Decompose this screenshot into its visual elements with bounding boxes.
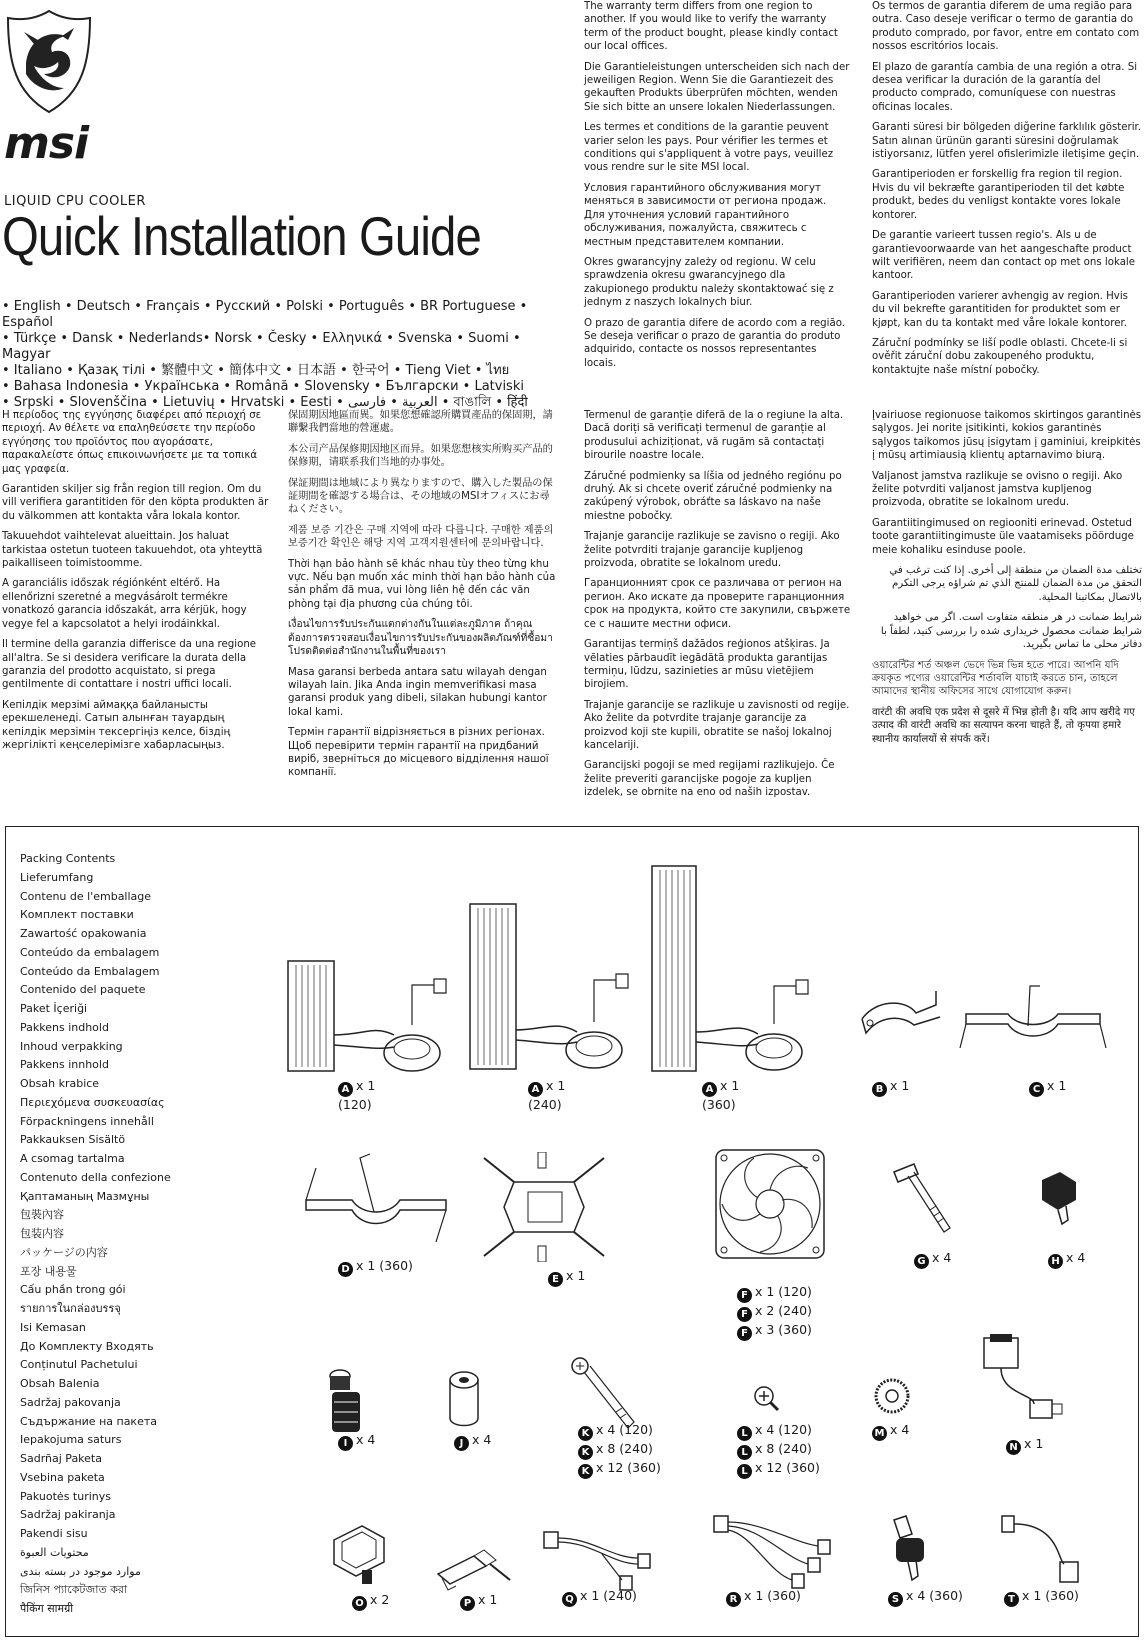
packing-title-line: Pakkens innhold (20, 1058, 109, 1072)
letter-badge: T (1004, 1592, 1019, 1607)
item-a-240 (528, 1078, 565, 1113)
quantity-text: x 1 (360) (744, 1588, 801, 1603)
warranty-paragraph: Garanti süresi bir bölgeden diğerine farklılık gösterir. Satın alınan ürünün garanti süresini doğrulamak istiyorsanız, lütfen yerel ofislerimizle iletişime geçin. (872, 122, 1142, 161)
packing-title-line: Қаптаманың Мазмұны (20, 1189, 150, 1203)
packing-title-line: Isi Kemasan (20, 1320, 86, 1334)
warranty-paragraph: Trajanje garancije se razlikuje u zavisnosti od regije. Ako želite da potvrdite trajanje garancije za proizvod koji ste kupili, obratite se našoj lokalnoj kancelariji. (584, 699, 850, 751)
quantity-text: x 1 (1047, 1078, 1067, 1093)
letter-badge: K (578, 1445, 593, 1460)
warranty-paragraph: 本公司产品保修期因地区而异。如果您想核实所购买产品的保修期，请联系我们当地的办事处。 (288, 443, 553, 469)
item-h (1048, 1250, 1085, 1269)
warranty-paragraph: Термін гарантії відрізняється в різних регіонах. Щоб перевірити термін гарантії на придбаний виріб, зверніться до місцевого відділення нашої компанії. (288, 727, 549, 779)
language-list (2, 299, 562, 411)
quantity-text: x 4 (472, 1432, 492, 1447)
packing-title-line: 포장 내용물 (20, 1264, 77, 1278)
packing-title-line: Pakkens indhold (20, 1020, 109, 1034)
letter-badge: C (1029, 1082, 1044, 1097)
letter-badge: R (726, 1592, 741, 1607)
letter-badge: L (737, 1464, 752, 1479)
warranty-paragraph: ওয়ারেন্টির শর্ত অঞ্চল ভেদে ভিন্ন ভিন্ন হতে পারে। আপনি যদি ক্রয়কৃত পণ্যের ওয়ারেন্টির শর্তাবলি যাচাই করতে চান, তাহলে আমাদের স্থানীয় অফিসের সাথে যোগাযোগ করুন। (872, 659, 1119, 698)
quantity-text: x 1 (720, 1078, 740, 1093)
splitter-n-illustration (974, 1334, 1084, 1424)
bracket-c-illustration (958, 978, 1108, 1058)
warranty-paragraph: Les termes et conditions de la garantie peuvent varier selon les pays. Pour vérifier les termes et conditions qui s'appliquent à votre pays, veuillez vous rendre sur le site MSI local. (584, 122, 834, 174)
warranty-mid-col-2 (288, 409, 558, 787)
letter-badge: S (888, 1592, 903, 1607)
item-s (888, 1588, 963, 1607)
letter-badge: F (737, 1288, 752, 1303)
warranty-paragraph: Условия гарантийного обслуживания могут меняться в зависимости от региона продаж. Для уточнения условий гарантийного обслуживания, пожалуйста, свяжитесь с местным представителем компании. (584, 182, 827, 248)
item-d (338, 1258, 413, 1277)
bracket-b-illustration (856, 985, 966, 1055)
warranty-paragraph: 제품 보증 기간은 구매 지역에 따라 다릅니다. 구매한 제품의 보증기간 확인은 해당 지역 고객지원센터에 문의바랍니다. (288, 524, 554, 550)
quantity-text: x 4 (120) (596, 1422, 653, 1437)
packing-title-line: 包裝內容 (20, 1208, 64, 1222)
quantity-text: x 2 (240) (755, 1303, 812, 1318)
quantity-text: x 12 (360) (596, 1460, 661, 1475)
packing-title-line: Iepakojuma saturs (20, 1433, 122, 1447)
warranty-paragraph: Trajanje garancije razlikuje se zavisno o regiji. Ako želite potvrditi trajanje garancije kupljenog proizvoda, obratite se lokalnom uredu. (584, 531, 840, 570)
packing-title-line: Obsah Balenia (20, 1377, 100, 1390)
screw-l-illustration (752, 1384, 782, 1414)
packing-title-line: Lieferumfang (20, 870, 94, 884)
letter-badge: L (737, 1445, 752, 1460)
packing-title-line: Cấu phần trong gói (20, 1283, 126, 1297)
item-f (737, 1284, 812, 1341)
fan-cable-q-illustration (542, 1528, 662, 1592)
size-note: (120) (338, 1097, 372, 1112)
screw-g-illustration (890, 1162, 960, 1242)
packing-title-line: Conținutul Pachetului (20, 1358, 138, 1372)
quantity-text: x 8 (240) (755, 1441, 812, 1456)
adapter-o-illustration (326, 1522, 396, 1586)
language-line: • Bahasa Indonesia • Українська • Română • Slovensky • Български • Latviski (2, 379, 524, 394)
letter-badge: F (737, 1326, 752, 1341)
warranty-paragraph: Okres gwarancyjny zależy od regionu. W celu sprawdzenia okresu gwarancyjnego dla zakupionego produktu należy skontaktować się z jednym z naszych lokalnych biur. (584, 256, 834, 309)
warranty-paragraph: Os termos de garantia diferem de uma região para outra. Caso deseje verificar o termo de garantia do produto comprado, por favor, entre em contato com nossos escritórios locais. (872, 1, 1140, 53)
packing-title-line: パッケージの内容 (20, 1245, 108, 1259)
warranty-paragraph: Masa garansi berbeda antara satu wilayah dengan wilayah lain. Jika Anda ingin memverifikasi masa garansi produk yang dibeli, silakan hubungi kantor lokal kami. (288, 666, 547, 718)
quantity-text: x 4 (932, 1250, 952, 1265)
packing-contents-titles (20, 850, 171, 1619)
letter-badge: H (1048, 1254, 1063, 1269)
washer-m-illustration (872, 1376, 912, 1416)
warranty-paragraph: Гаранционният срок се различава от регион на регион. Ако искате да проверите гаранционния срок на продукта, който сте закупили, свържете се с нашите местни офиси. (584, 578, 851, 630)
letter-badge: Q (562, 1592, 577, 1607)
letter-badge: E (548, 1272, 563, 1287)
packing-title-line: Комплект поставки (20, 908, 134, 922)
packing-title-line: Περιεχόμενα συσκευασίας (20, 1095, 165, 1109)
brand-wordmark: msi (4, 118, 89, 169)
letter-badge: O (352, 1596, 367, 1611)
warranty-paragraph: شرایط ضمانت در هر منطقه متفاوت است. اگر می خواهید شرایط ضمانت محصول خریداری شده را بررسی کنید، لطفاً با دفاتر محلی ما تماس بگیرید. (880, 612, 1142, 651)
packing-title-line: 包装内容 (20, 1227, 64, 1240)
warranty-mid-col-4 (872, 409, 1142, 753)
standoff-h-illustration (1036, 1170, 1086, 1226)
warranty-paragraph: Garancijski pogoji se med regijami razlikujejo. Če želite preveriti garancijske pogoje za kupljen izdelek, se obrnite na eno od naših izpostav. (584, 760, 835, 799)
letter-badge: L (737, 1426, 752, 1441)
packing-title-line: Contenu de l'emballage (20, 889, 152, 903)
warranty-paragraph: Záruční podmínky se liší podle oblasti. Chcete-li si ověřit záruční dobu zakoupeného produktu, kontaktujte naše místní pobočky. (872, 337, 1128, 376)
quantity-text: x 1 (890, 1078, 910, 1093)
warranty-paragraph: Garantiden skiljer sig från region till region. Om du vill verifiera garantitiden för den köpta produkten är du välkommen att kontakta våra lokala kontor. (2, 484, 269, 522)
fan-cable-r-illustration (712, 1512, 840, 1592)
item-o (352, 1592, 389, 1611)
packing-title-line: Sadrñaj Paketa (20, 1452, 102, 1465)
quantity-text: x 1 (1024, 1436, 1044, 1451)
warranty-paragraph: เงื่อนไขการรับประกันแตกต่างกันในแต่ละภูมิภาค ถ้าคุณต้องการตรวจสอบเงื่อนไขการรับประกันของผลิตภัณฑ์ที่ซื้อมา โปรดติดต่อสำนักงานในพื้นที่ของเรา (288, 619, 553, 658)
packing-title-line: A csomag tartalma (20, 1152, 125, 1165)
packing-title-line: موارد موجود در بسته بندی (20, 1564, 141, 1578)
letter-badge: K (578, 1464, 593, 1479)
packing-title-line: Съдържание на пакета (20, 1414, 157, 1428)
warranty-paragraph: Кепілдік мерзімі аймаққа байланысты ерекшеленеді. Сатып алынған тауардың кепілдік мерзімін тексергіңіз келсе, біздің жергілікті кеңселерімізге хабарласыңыз. (2, 699, 231, 751)
packing-title-line: Paket İçeriği (20, 1002, 88, 1015)
language-line: • Türkçe • Dansk • Nederlands• Norsk • Česky • Ελληνικά • Svenska • Suomi • Magyar (2, 331, 521, 362)
warranty-paragraph: O prazo de garantia difere de acordo com a região. Se deseja verificar o prazo de garantia do produto adquirido, contacte os nossos representantes locais. (584, 317, 846, 369)
radiator-240-illustration (462, 900, 642, 1080)
quantity-text: x 4 (360) (906, 1588, 963, 1603)
quantity-text: x 1 (360) (1022, 1588, 1079, 1603)
letter-badge: M (872, 1426, 887, 1441)
item-p (460, 1592, 497, 1611)
quantity-text: x 8 (240) (596, 1441, 653, 1456)
packing-title-line: Contenuto della confezione (20, 1170, 171, 1184)
quantity-text: x 1 (566, 1268, 586, 1283)
letter-badge: B (872, 1082, 887, 1097)
backplate-e-illustration (474, 1152, 614, 1262)
warranty-paragraph: Valjanost jamstva razlikuje se ovisno o regiji. Ako želite potvrditi valjanost jamstva kupljenog proizvoda, obratite se lokalnom uredu. (872, 470, 1123, 509)
nut-j-illustration (442, 1370, 488, 1432)
quantity-text: x 1 (546, 1078, 566, 1093)
warranty-paragraph: Takuuehdot vaihtelevat alueittain. Jos haluat tarkistaa ostetun tuoteen takuuehdot, ota yhteyttä paikalliseen toimistoomme. (2, 531, 263, 570)
packing-title-line: Zawartość opakowania (20, 927, 147, 940)
packing-title-line: Contenido del paquete (20, 983, 146, 997)
warranty-top-col-1 (584, 0, 850, 377)
item-t (1004, 1588, 1079, 1607)
item-b (872, 1078, 909, 1097)
quantity-text: x 3 (360) (755, 1322, 812, 1337)
item-g (914, 1250, 951, 1269)
warranty-paragraph: A garanciális időszak régiónként eltérő. Ha ellenőrizni szeretné a megvásárolt termékre vonatkozó garancia időszakát, arra kérjük, hogy vegye fel a kapcsolatot a helyi irodáinkkal. (2, 578, 247, 630)
warranty-paragraph: Die Garantieleistungen unterscheiden sich nach der jeweiligen Region. Wenn Sie die Garantiezeit des gekauften Produkts überprüfen möchten, wenden Sie sich bitte an unsere lokalen Niederlassungen. (584, 61, 850, 113)
fan-f-illustration (714, 1148, 826, 1260)
warranty-paragraph: تختلف مدة الضمان من منطقة إلى أخرى. إذا كنت ترغب في التحقق من مدة الضمان للمنتج الذي تم شراؤه يرجى التكرم بالاتصال بمكاتبنا المحلية. (889, 565, 1142, 603)
warranty-paragraph: Thời hạn bảo hành sẽ khác nhau tùy theo từng khu vực. Nếu bạn muốn xác minh thời hạn bảo hành của sản phẩm đã mua, vui lòng liên hệ đến các văn phòng tại địa phương của chúng tôi. (288, 558, 556, 610)
warranty-paragraph: Garantiitingimused on regiooniti erinevad. Ostetud toote garantiitingimuste üle vaatamiseks pöörduge meie kohaliku esinduse poole. (872, 517, 1134, 556)
packing-title-line: Sadržaj pakovanja (20, 1395, 121, 1409)
packing-title-line: Obsah krabice (20, 1077, 100, 1090)
bracket-d-illustration (296, 1150, 456, 1250)
language-line: • Italiano • Қазақ тілі • 繁體中文 • 簡体中文 • 日本語 • 한국어 • Tieng Viet • ไทย (2, 363, 510, 378)
page-title: Quick Installation Guide (2, 205, 481, 267)
letter-badge: P (460, 1596, 475, 1611)
packing-title-line: Pakendi sisu (20, 1527, 88, 1540)
packing-title-line: Packing Contents (20, 852, 116, 865)
quantity-text: x 1 (356, 1078, 376, 1093)
warranty-paragraph: Garantijas termiņš dažādos reģionos atšķiras. Ja vēlaties pārbaudīt iegādātā produkta garantijas termiņu, lūdzu, sazinieties ar mūsu vietējiem birojiem. (584, 639, 830, 691)
size-note: (360) (702, 1097, 736, 1112)
quantity-text: x 2 (370, 1592, 390, 1607)
size-note: (240) (528, 1097, 562, 1112)
quantity-text: x 1 (478, 1592, 498, 1607)
letter-badge: N (1006, 1440, 1021, 1455)
quantity-text: x 1 (240) (580, 1588, 637, 1603)
thermal-paste-p-illustration (434, 1546, 514, 1596)
letter-badge: D (338, 1262, 353, 1277)
quantity-text: x 1 (120) (755, 1284, 812, 1299)
packing-title-line: Conteúdo da embalagem (20, 945, 160, 959)
packing-title-line: জিনিস প্যাকেটজাত করা (20, 1583, 128, 1597)
warranty-paragraph: Il termine della garanzia differisce da una regione all'altra. Se si desidera verificare la durata della garanzia del prodotto acquistato, si prega gentilmente di contattare i nostri uffici locali. (2, 639, 257, 691)
item-n (1006, 1436, 1043, 1455)
warranty-paragraph: The warranty term differs from one region to another. If you would like to verify the warranty term of the product bought, please kindly contact our local offices. (584, 1, 838, 53)
warranty-mid-col-3 (584, 409, 852, 807)
standoff-s-illustration (888, 1514, 932, 1584)
radiator-120-illustration (284, 955, 464, 1080)
packing-title-line: Conteúdo da Embalagem (20, 964, 160, 978)
item-i (338, 1432, 375, 1451)
packing-title-line: Förpackningens innehåll (20, 1114, 154, 1128)
item-j (454, 1432, 491, 1451)
item-e (548, 1268, 585, 1287)
letter-badge: I (338, 1436, 353, 1451)
product-type: LIQUID CPU COOLER (4, 194, 146, 209)
dragon-shield-logo (4, 8, 94, 116)
cable-t-illustration (998, 1512, 1088, 1588)
warranty-paragraph: Garantiperioden er forskellig fra region til region. Hvis du vil bekræfte garantiperioden til det købte produkt, bedes du venligst kontakte vores lokale kontorer. (872, 169, 1125, 221)
warranty-paragraph: El plazo de garantía cambia de una región a otra. Si desea verificar la duración de la garantía del producto comprado, comuníquese con nuestras oficinas locales. (872, 61, 1138, 113)
warranty-paragraph: Įvairiuose regionuose taikomos skirtingos garantinės sąlygos. Jei norite įsitikinti, kokios garantinės sąlygos taikomos jūsų įsigytam į gaminiui, kreipkitės į mūsų artimiausią klientų aptarnavimo biurą. (872, 410, 1142, 462)
language-line: • English • Deutsch • Français • Русский • Polski • Português • BR Portuguese • Español (2, 299, 528, 330)
item-a-120 (338, 1078, 375, 1113)
item-l (737, 1422, 820, 1479)
packing-title-line: รายการในกล่องบรรจุ (20, 1302, 121, 1315)
warranty-mid-col-1 (2, 409, 270, 759)
letter-badge: F (737, 1307, 752, 1322)
warranty-paragraph: Záručné podmienky sa líšia od jedného regiónu po druhý. Ak si chcete overiť záručné podmienky na zakúpený výrobok, obráťte sa láskavo na naše miestne pobočky. (584, 470, 842, 522)
quantity-text: x 4 (356, 1432, 376, 1447)
letter-badge: G (914, 1254, 929, 1269)
language-line: • Srpski • Slovenščina • Lietuvių • Hrvatski • Eesti • العربية • فارسی • বাঙালি • हिंदी (2, 395, 528, 410)
warranty-paragraph: De garantie varieert tussen regio's. Als u de garantievoorwaarde van het aangeschafte product wilt verifiëren, neem dan contact op met ons lokale kantoor. (872, 230, 1136, 282)
warranty-paragraph: Η περίοδος της εγγύησης διαφέρει από περιοχή σε περιοχή. Αν θέλετε να επαληθεύσετε την περίοδο εγγύησης του προϊόντος που αγοράσατε, παρακαλείστε όπως επικοινωνήσετε με τα τοπικά μας γραφεία. (2, 410, 262, 475)
quantity-text: x 12 (360) (755, 1460, 820, 1475)
letter-badge: A (338, 1082, 353, 1097)
quantity-text: x 4 (890, 1422, 910, 1437)
letter-badge: A (702, 1082, 717, 1097)
packing-title-line: Sadržaj pakiranja (20, 1508, 116, 1522)
packing-title-line: Pakkauksen Sisältö (20, 1133, 126, 1147)
packing-title-line: Inhoud verpakking (20, 1039, 123, 1053)
packing-title-line: محتويات العبوة (20, 1545, 89, 1559)
item-m (872, 1422, 909, 1441)
letter-badge: K (578, 1426, 593, 1441)
letter-badge: A (528, 1082, 543, 1097)
warranty-paragraph: Termenul de garanție diferă de la o regiune la alta. Dacă doriți să verificați termenul de garanție al produsului achiziționat, vă rugăm să contactați birourile noastre locale. (584, 410, 844, 462)
warranty-paragraph: वारंटी की अवधि एक प्रदेश से दूसरे में भिन्न होती है। यदि आप खरीदे गए उत्पाद की वारंटी अवधि का सत्यापन करना चाहते हैं, तो कृपया हमारे स्थानीय कार्यालयों से संपर्क करें। (872, 706, 1135, 745)
quantity-text: x 4 (120) (755, 1422, 812, 1437)
packing-title-line: Vsebina paketa (20, 1470, 105, 1484)
warranty-top-col-2 (872, 0, 1144, 384)
item-a-360 (702, 1078, 739, 1113)
quantity-text: x 4 (1066, 1250, 1086, 1265)
item-r (726, 1588, 801, 1607)
packing-title-line: Pakuotės turinys (20, 1489, 111, 1503)
packing-title-line: पैकिंग सामग्री (20, 1602, 74, 1615)
radiator-360-illustration (646, 862, 826, 1080)
nut-i-illustration (322, 1368, 372, 1440)
warranty-paragraph: 保固期因地區而異。如果您想確認所購買產品的保固期，請聯繫我們當地的營運處。 (288, 410, 553, 435)
item-q (562, 1588, 637, 1607)
item-c (1029, 1078, 1066, 1097)
warranty-paragraph: Garantiperioden varierer avhengig av region. Hvis du vil bekrefte garantitiden for produktet som er kjøpt, kan du ta kontakt med våre lokale kontorer. (872, 290, 1128, 329)
item-k (578, 1422, 661, 1479)
quantity-text: x 1 (360) (356, 1258, 413, 1273)
letter-badge: J (454, 1436, 469, 1451)
warranty-paragraph: 保証期間は地域により異なりますので、購入した製品の保証期間を確認する場合は、その地域のMSIオフィスにお尋ねください。 (288, 477, 553, 516)
packing-title-line: До Комплекту Входять (20, 1339, 154, 1353)
